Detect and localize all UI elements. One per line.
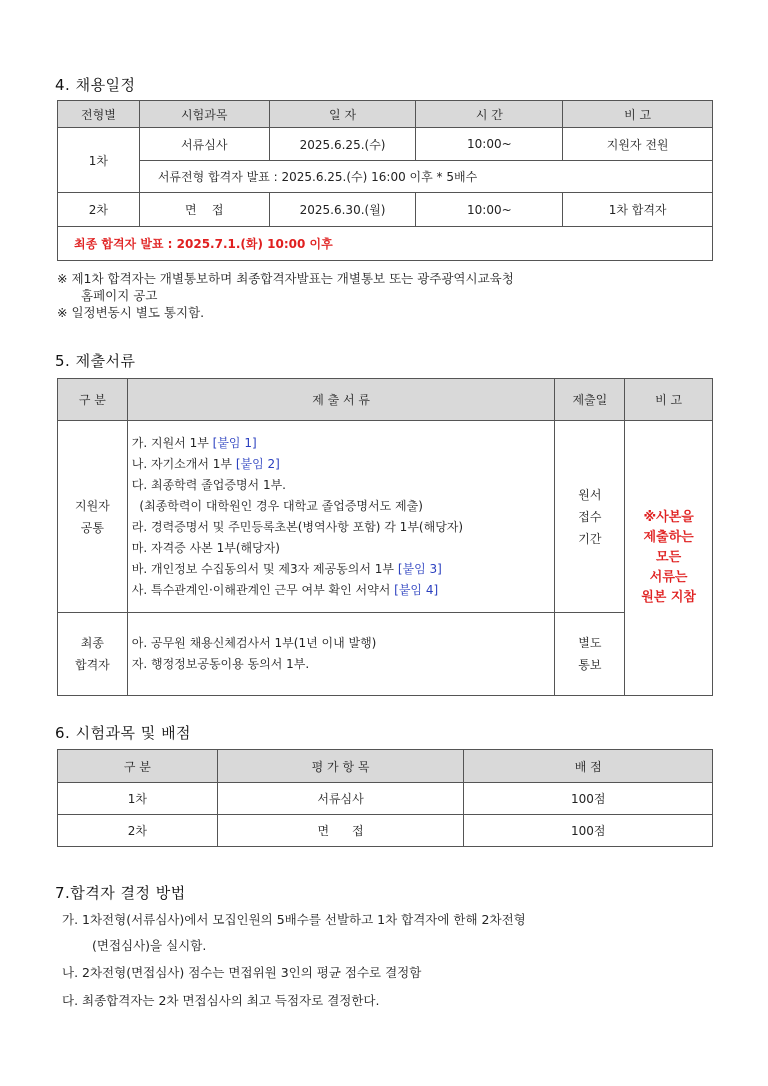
round-1-notice: 서류전형 합격자 발표 : 2025.6.25.(수) 16:00 이후 * 5배수	[139, 161, 712, 193]
round-1-label: 1차	[58, 128, 140, 193]
cell-time: 10:00~	[416, 128, 563, 161]
date-line: 접수	[578, 509, 602, 524]
table-row	[58, 421, 713, 613]
remark-line: 제출하는	[643, 530, 694, 545]
cell-round: 2차	[58, 815, 218, 847]
document-text: 사. 특수관계인·이해관계인 근무 여부 확인 서약서	[131, 582, 395, 597]
note-2: ※ 일정변동시 별도 통지함.	[57, 305, 205, 320]
section-7-heading: 7.합격자 결정 방법	[55, 884, 186, 902]
cell-points: 100점	[464, 815, 713, 847]
cell-subject: 서류심사	[139, 128, 269, 161]
table-row	[58, 161, 713, 193]
col-header-documents: 제 출 서 류	[127, 379, 555, 421]
group-final-label-line: 최종	[80, 636, 104, 650]
cell-remark: 지원자 전원	[563, 128, 713, 161]
list-item	[132, 580, 555, 601]
scoring-table	[57, 749, 713, 847]
document-text: 바. 개인정보 수집동의서 및 제3자 제공동의서 1부	[131, 561, 398, 576]
method-item: 나. 2차전형(면접심사) 점수는 면접위원 3인의 평균 점수로 결정함	[62, 965, 422, 980]
cell-subject: 면 접	[139, 193, 269, 227]
group-common-label-line: 지원자	[75, 498, 110, 513]
table-row	[58, 227, 713, 261]
final-document-list	[127, 613, 555, 696]
list-item	[132, 433, 555, 454]
list-item	[132, 496, 555, 517]
date-line: 기간	[578, 531, 602, 546]
documents-table	[57, 378, 713, 696]
attachment-tag: [붙임 1]	[212, 435, 257, 450]
col-header-submit-date: 제출일	[555, 379, 625, 421]
method-item-continued: (면접심사)을 실시함.	[92, 938, 207, 953]
cell-evaluation: 서류심사	[217, 783, 464, 815]
col-header-category: 구 분	[58, 379, 128, 421]
list-item	[132, 517, 555, 538]
group-common-date	[555, 421, 625, 613]
note-1-continued: 홈페이지 공고	[81, 288, 158, 303]
cell-round: 1차	[58, 783, 218, 815]
section-5-heading: 5. 제출서류	[55, 352, 136, 370]
col-header-evaluation: 평 가 항 목	[217, 750, 464, 783]
remark-line: 원본 지참	[641, 590, 696, 605]
remark-line: 모든	[656, 550, 682, 565]
group-final-label	[58, 613, 128, 696]
document-text: 라. 경력증명서 및 주민등록초본(병역사항 포함) 각 1부(해당자)	[131, 519, 464, 534]
cell-date: 2025.6.25.(수)	[269, 128, 416, 161]
list-item	[132, 559, 555, 580]
date-line: 원서	[578, 487, 602, 502]
table-row	[58, 193, 713, 227]
col-header-round: 전형별	[58, 101, 140, 128]
group-common-label	[58, 421, 128, 613]
list-item: 자. 행정정보공동이용 동의서 1부.	[131, 657, 310, 671]
remark-line: 서류는	[649, 570, 688, 585]
group-final-label-line: 합격자	[75, 658, 110, 672]
cell-evaluation: 면 접	[217, 815, 464, 847]
final-announcement: 최종 합격자 발표 : 2025.7.1.(화) 10:00 이후	[58, 227, 713, 261]
attachment-tag: [붙임 3]	[397, 561, 442, 576]
note-1: ※ 제1차 합격자는 개별통보하며 최종합격자발표는 개별통보 또는 광주광역시교육청	[57, 271, 514, 286]
table-row	[58, 613, 713, 696]
section-4-heading: 4. 채용일정	[55, 76, 136, 94]
document-text: 나. 자기소개서 1부	[131, 456, 236, 471]
col-header-date: 일 자	[269, 101, 416, 128]
col-header-subject: 시험과목	[139, 101, 269, 128]
date-line: 별도	[578, 636, 602, 650]
list-item	[132, 475, 555, 496]
col-header-remark: 비 고	[563, 101, 713, 128]
col-header-remark: 비 고	[625, 379, 713, 421]
col-header-category: 구 분	[58, 750, 218, 783]
cell-date: 2025.6.30.(월)	[269, 193, 416, 227]
table-row	[58, 783, 713, 815]
schedule-notes	[57, 270, 514, 321]
document-list	[127, 421, 555, 613]
table-row	[58, 128, 713, 161]
round-2-label: 2차	[58, 193, 140, 227]
col-header-points: 배 점	[464, 750, 713, 783]
list-item	[132, 454, 555, 475]
group-final-date	[555, 613, 625, 696]
method-item: 다. 최종합격자는 2차 면접심사의 최고 득점자로 결정한다.	[62, 993, 380, 1008]
table-row	[58, 815, 713, 847]
schedule-table	[57, 100, 713, 261]
cell-remark: 1차 합격자	[563, 193, 713, 227]
document-text: 마. 자격증 사본 1부(해당자)	[131, 540, 280, 555]
list-item: 아. 공무원 채용신체검사서 1부(1년 이내 발행)	[131, 636, 377, 650]
document-text: (최종학력이 대학원인 경우 대학교 졸업증명서도 제출)	[131, 498, 423, 513]
document-text: 가. 지원서 1부	[131, 435, 213, 450]
cell-time: 10:00~	[416, 193, 563, 227]
section-6-heading: 6. 시험과목 및 배점	[55, 724, 192, 742]
group-common-label-line: 공통	[80, 520, 104, 535]
cell-points: 100점	[464, 783, 713, 815]
attachment-tag: [붙임 2]	[235, 456, 280, 471]
method-item: 가. 1차전형(서류심사)에서 모집인원의 5배수를 선발하고 1차 합격자에 한해 2차전형	[62, 912, 526, 927]
attachment-tag: [붙임 4]	[394, 582, 439, 597]
date-line: 통보	[578, 658, 602, 672]
remark-line: ※사본을	[643, 510, 694, 525]
list-item	[132, 538, 555, 559]
original-copy-note	[625, 421, 713, 696]
col-header-time: 시 간	[416, 101, 563, 128]
document-text: 다. 최종학력 졸업증명서 1부.	[131, 477, 287, 492]
